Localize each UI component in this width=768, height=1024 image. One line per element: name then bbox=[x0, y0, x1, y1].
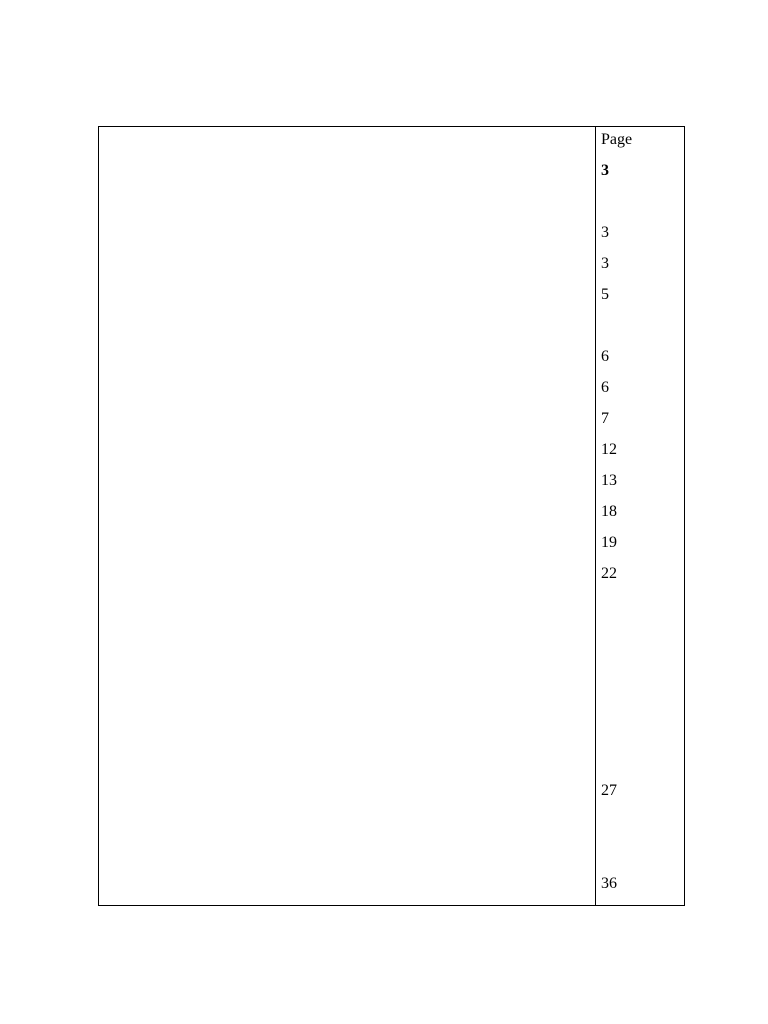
entry-page: 6 bbox=[601, 379, 609, 396]
toc-entry-3[interactable] bbox=[99, 346, 684, 377]
toc-entry-5[interactable] bbox=[99, 501, 684, 532]
toc-entry-6-continuation bbox=[99, 594, 684, 625]
toc-entry-8[interactable] bbox=[99, 718, 684, 749]
entry-page: 13 bbox=[601, 472, 617, 489]
toc-entry-2[interactable] bbox=[99, 222, 684, 253]
toc-entry-3-3[interactable] bbox=[99, 439, 684, 470]
toc-entry-2-2[interactable] bbox=[99, 284, 684, 315]
toc-entry-7[interactable] bbox=[99, 625, 684, 656]
table-of-contents bbox=[98, 126, 685, 906]
entry-page: 7 bbox=[601, 410, 609, 427]
toc-entry-1-continuation bbox=[99, 191, 684, 222]
entry-page: 3 bbox=[601, 162, 609, 179]
entry-page: 12 bbox=[601, 441, 617, 458]
toc-entry-8-1[interactable] bbox=[99, 749, 684, 780]
toc-entry-6[interactable] bbox=[99, 563, 684, 594]
entry-page: 18 bbox=[601, 503, 617, 520]
toc-entry-4[interactable] bbox=[99, 470, 684, 501]
toc-entry-8-5[interactable] bbox=[99, 873, 684, 904]
toc-entry-8-3[interactable] bbox=[99, 811, 684, 842]
page-column-header: Page bbox=[601, 131, 633, 148]
toc-entry-3-2[interactable] bbox=[99, 408, 684, 439]
toc-entry-8-2[interactable] bbox=[99, 780, 684, 811]
entry-page: 22 bbox=[601, 565, 617, 582]
entry-page: 36 bbox=[601, 875, 617, 892]
entry-page: 3 bbox=[601, 255, 609, 272]
entry-page: 5 bbox=[601, 286, 609, 303]
entry-page: 27 bbox=[601, 782, 617, 799]
toc-entry-5-continuation bbox=[99, 532, 684, 563]
toc-entry-2-1[interactable] bbox=[99, 253, 684, 284]
toc-entry-7-1[interactable] bbox=[99, 656, 684, 687]
toc-entry-3-1[interactable] bbox=[99, 377, 684, 408]
entry-page: 6 bbox=[601, 348, 609, 365]
entry-page: 3 bbox=[601, 224, 609, 241]
toc-entry-1[interactable] bbox=[99, 160, 684, 191]
toc-entry-7-2[interactable] bbox=[99, 687, 684, 718]
entry-page: 19 bbox=[601, 534, 617, 551]
toc-entry-2-3[interactable] bbox=[99, 315, 684, 346]
toc-header-row bbox=[99, 129, 684, 160]
toc-entry-8-4[interactable] bbox=[99, 842, 684, 873]
